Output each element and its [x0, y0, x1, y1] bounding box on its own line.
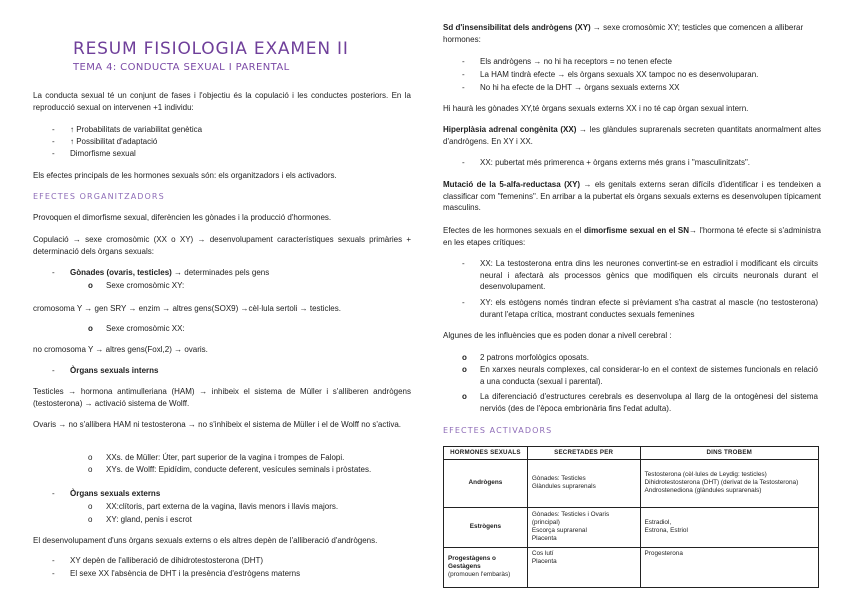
- intro-paragraph: La conducta sexual té un conjunt de fases i l'objectiu és la copulació i les conductes posteriors. En la reproducció sexual on intervenen +1 individu:: [33, 91, 411, 112]
- org-paragraph-1: Provoquen el dimorfisme sexual, diferèncien les gònades i la producció d'hormones.: [33, 213, 332, 222]
- effects-paragraph: Els efectes principals de les hormones sexuals són: els organitzadors i els activadors.: [33, 171, 337, 180]
- sexe-xy-item: o Sexe cromosòmic XY:: [88, 281, 185, 290]
- cerebral-paragraph: Algunes de les influències que es poden donar a nivell cerebral :: [443, 331, 672, 340]
- testicles-paragraph: Testicles → hormona antimulleriana (HAM) → inhibeix el sistema de Müller i s'alliberen andrògens (testosterona) → activació sistema de Wolff.: [33, 387, 411, 408]
- hiperplasia-item: - XX: pubertat més primerenca + òrgans externs més grans i "masculinitzats".: [462, 158, 751, 167]
- page-title: RESUM FISIOLOGIA EXAMEN II: [73, 39, 349, 59]
- section-heading-organitzadors: EFECTES ORGANITZADORS: [33, 192, 165, 201]
- gonades-item: - Gònades (ovaris, testicles) → determinades pels gens: [52, 268, 270, 277]
- org-paragraph-2: Copulació → sexe cromosòmic (XX o XY) → desenvolupament característiques sexuals primàries + determinació dels òrgans sexuals:: [33, 235, 411, 256]
- sd-item: - Els andrògens → no hi ha receptors = no tenen efecte: [462, 57, 672, 66]
- table-row: [444, 547, 819, 587]
- table-cell-hormone: Estrògens: [444, 507, 528, 547]
- critica-item: - XY: els estògens només tindran efecte si prèviament s'ha castrat al mascle (no testosterona) durant l'etapa crítica, mostrant conductes sexuals femenines: [462, 298, 818, 319]
- table-cell-trobem: Testosterona (cèl·lules de Leydig: testicles) Dihidrotestosterona (DHT) (derivat de la Testosterona) Androstenediona (glàndules suprarenals): [640, 459, 818, 507]
- table-cell-trobem: Progesterona: [640, 547, 818, 587]
- efectes-sn-paragraph: Efectes de les hormones sexuals en el dimorfisme sexual en el SN→ l'hormona té efecte si s'administra en les etapes crítiques:: [443, 226, 821, 247]
- cromosoma-y-line: cromosoma Y → gen SRY → enzim → altres gens(SOX9) →cèl·lula sertoli → testicles.: [33, 304, 341, 313]
- sd-insensibilitat-paragraph: Sd d'insensibilitat dels andrògens (XY) → sexe cromosòmic XY; testicles que comencen a alliberar hormones:: [443, 23, 804, 44]
- table-header-cell: SECRETADES PER: [527, 447, 640, 460]
- table-cell-secretades: Gònades: Testicles Glàndules suprarenals: [527, 459, 640, 507]
- xx-externs-item: o XX:clítoris, part externa de la vagina, llavis menors i llavis majors.: [88, 502, 339, 511]
- no-cromosoma-y-line: no cromosoma Y → altres gens(Foxl,2) → ovaris.: [33, 345, 208, 354]
- desenv-item: - XY depèn de l'alliberació de dihidrotestosterona (DHT): [52, 556, 264, 565]
- cerebral-item: o En xarxes neurals complexes, cal considerar-lo en el context de sistemes funcionals en relació a una conducta (sexual i parental).: [462, 365, 818, 386]
- table-cell-hormone: Progestàgens o Gestàgens (promouen l'embaràs): [444, 547, 528, 587]
- table-cell-trobem: Estradiol, Estrona, Estriol: [640, 507, 818, 547]
- table-row: [444, 507, 819, 547]
- desenv-item: - El sexe XX l'absència de DHT i la presència d'estrògens materns: [52, 569, 301, 578]
- ovaris-paragraph: Ovaris → no s'allibera HAM ni testosterona → no s'inhibeix el sistema de Müller i el de Wolff no s'activa.: [33, 420, 401, 429]
- table-row: [444, 459, 819, 507]
- muller-item: o XXs. de Müller: Úter, part superior de la vagina i trompes de Falopi.: [88, 453, 345, 462]
- page-subtitle: TEMA 4: CONDUCTA SEXUAL I PARENTAL: [73, 62, 290, 73]
- table-header-cell: DINS TROBEM: [640, 447, 818, 460]
- sd-item: - La HAM tindrà efecte → els òrgans sexuals XX tampoc no es desenvoluparan.: [462, 70, 759, 79]
- intro-item: - ↑ Probabilitats de variabilitat genètica: [52, 125, 203, 134]
- table-cell-hormone: Andrògens: [444, 459, 528, 507]
- section-heading-activadors: EFECTES ACTIVADORS: [443, 426, 553, 435]
- sd-item: - No hi ha efecte de la DHT → òrgans sexuals externs XX: [462, 83, 680, 92]
- table-cell-secretades: Cos lutí Placenta: [527, 547, 640, 587]
- cerebral-item: o 2 patrons morfològics oposats.: [462, 353, 589, 362]
- xy-externs-item: o XY: gland, penis i escrot: [88, 515, 192, 524]
- desenvolupament-paragraph: El desenvolupament d'uns òrgans sexuals externs o els altres depèn de l'alliberació d'andrògens.: [33, 536, 378, 545]
- gonades-xy-paragraph: Hi haurà les gònades XY,té òrgans sexuals externs XX i no té cap òrgan sexual intern.: [443, 104, 749, 113]
- intro-item: - Dimorfisme sexual: [52, 149, 136, 158]
- intro-item: - ↑ Possibilitat d'adaptació: [52, 137, 158, 146]
- wolff-item: o XYs. de Wolff: Epidídim, conducte deferent, vesícules seminals i pròstates.: [88, 465, 372, 474]
- table-header-cell: HORMONES SEXUALS: [444, 447, 528, 460]
- organs-interns-item: - Òrgans sexuals interns: [52, 366, 159, 375]
- mutacio-paragraph: Mutació de la 5-alfa-reductasa (XY) → els genitals externs seran difícils d'identificar i es tendeixen a classificar com "femenins". En arribar a la pubertat els òrgans sexuals externs es desenvolupen típicament masculins.: [443, 180, 822, 213]
- hiperplasia-paragraph: Hiperplàsia adrenal congènita (XX) → les glàndules suprarenals secreten quantitats anormalment altes d'andrògens. En XY i XX.: [443, 125, 821, 146]
- table-header-row: [444, 447, 819, 460]
- critica-item: - XX: La testosterona entra dins les neurones convertint-se en estradiol i modificant els circuits neural i afectarà als processos gènics que modifiquen els circuits neuronals durant el desenvolupament.: [462, 259, 818, 292]
- sexe-xx-item: o Sexe cromosòmic XX:: [88, 324, 185, 333]
- organs-externs-item: - Òrgans sexuals externs: [52, 489, 161, 498]
- cerebral-item: o La diferenciació d'estructures cerebrals es desenvolupa al llarg de la ontogènesi del sistema nerviós (des de l'època embrionària fins l'edat adulta).: [462, 392, 818, 413]
- table-cell-secretades: Gònades: Testicles i Ovaris (principal) Escorça suprarenal Placenta: [527, 507, 640, 547]
- hormones-table: [443, 446, 819, 588]
